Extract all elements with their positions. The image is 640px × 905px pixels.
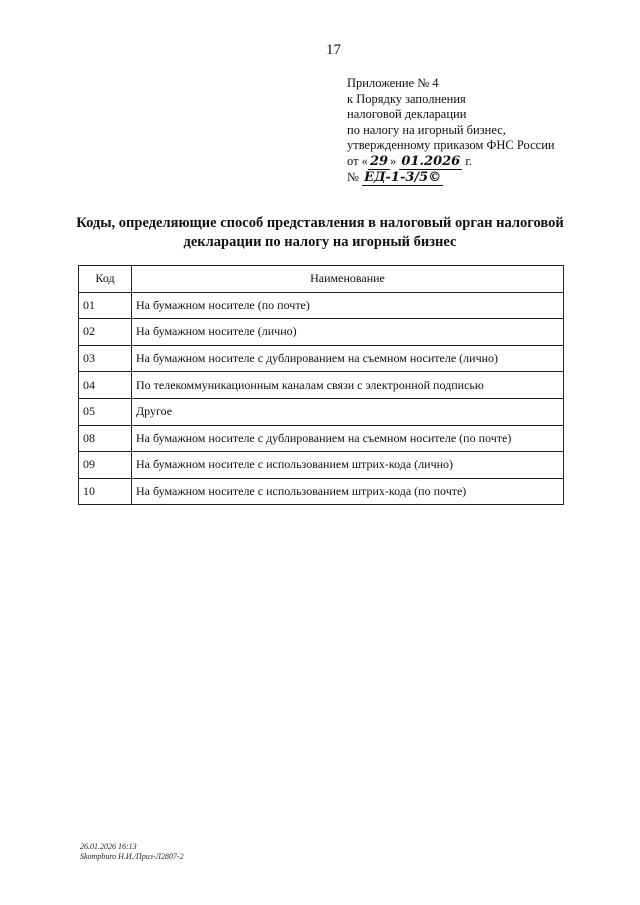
appendix-line: Приложение № 4 [347,76,439,90]
row-code: 05 [79,398,132,425]
row-code: 03 [79,345,132,372]
appendix-date-line [347,154,627,170]
appendix-line: утвержденному приказом ФНС России [347,138,555,153]
row-code: 10 [79,478,132,505]
header-code: Код [79,266,132,293]
table-header-row [79,266,564,293]
date-rest: 01.2026 [401,153,461,169]
codes-table [78,265,564,505]
document-title [40,214,600,251]
appendix-line: к Порядку заполнения [347,91,466,106]
date-mid: » [390,153,397,168]
table-row [79,292,564,319]
footer-author: Skompburo Н.И./Приз-Л2807-2 [80,852,184,861]
row-name: По телекоммуникационным каналам связи с электронной подписью [132,372,564,399]
title-line-2: декларации по налогу на игорный бизнес [183,233,457,250]
order-number: ЕД-1-3/5© [364,169,442,185]
title-line-1: Коды, определяющие способ представления в налоговый орган налоговой [76,215,564,231]
row-name: Другое [132,398,564,425]
row-code: 01 [79,292,132,319]
footer-stamp [80,842,184,862]
row-name: На бумажном носителе с использованием штрих-кода (по почте) [132,478,564,505]
date-prefix: от « [347,153,368,168]
footer-timestamp: 26.01.2026 16:13 [80,842,137,851]
table-row [79,425,564,452]
table-row [79,319,564,346]
header-name: Наименование [132,266,564,293]
table-row [79,452,564,479]
row-code: 09 [79,452,132,479]
row-code: 08 [79,425,132,452]
table-row [79,478,564,505]
appendix-line: по налогу на игорный бизнес, [347,122,506,137]
row-code: 02 [79,319,132,346]
date-day: 29 [369,153,389,169]
row-code: 04 [79,372,132,399]
row-name: На бумажном носителе с использованием штрих-кода (лично) [132,452,564,479]
row-name: На бумажном носителе с дублированием на съемном носителе (по почте) [132,425,564,452]
row-name: На бумажном носителе с дублированием на съемном носителе (лично) [132,345,564,372]
row-name: На бумажном носителе (по почте) [132,292,564,319]
table-row [79,345,564,372]
table-row [79,372,564,399]
appendix-number-line [347,170,627,186]
table-row [79,398,564,425]
page-number: 17 [326,42,341,58]
number-prefix: № [347,169,363,184]
date-suffix: г. [462,153,473,168]
appendix-block [347,76,627,185]
appendix-line: налоговой декларации [347,107,467,122]
row-name: На бумажном носителе (лично) [132,319,564,346]
